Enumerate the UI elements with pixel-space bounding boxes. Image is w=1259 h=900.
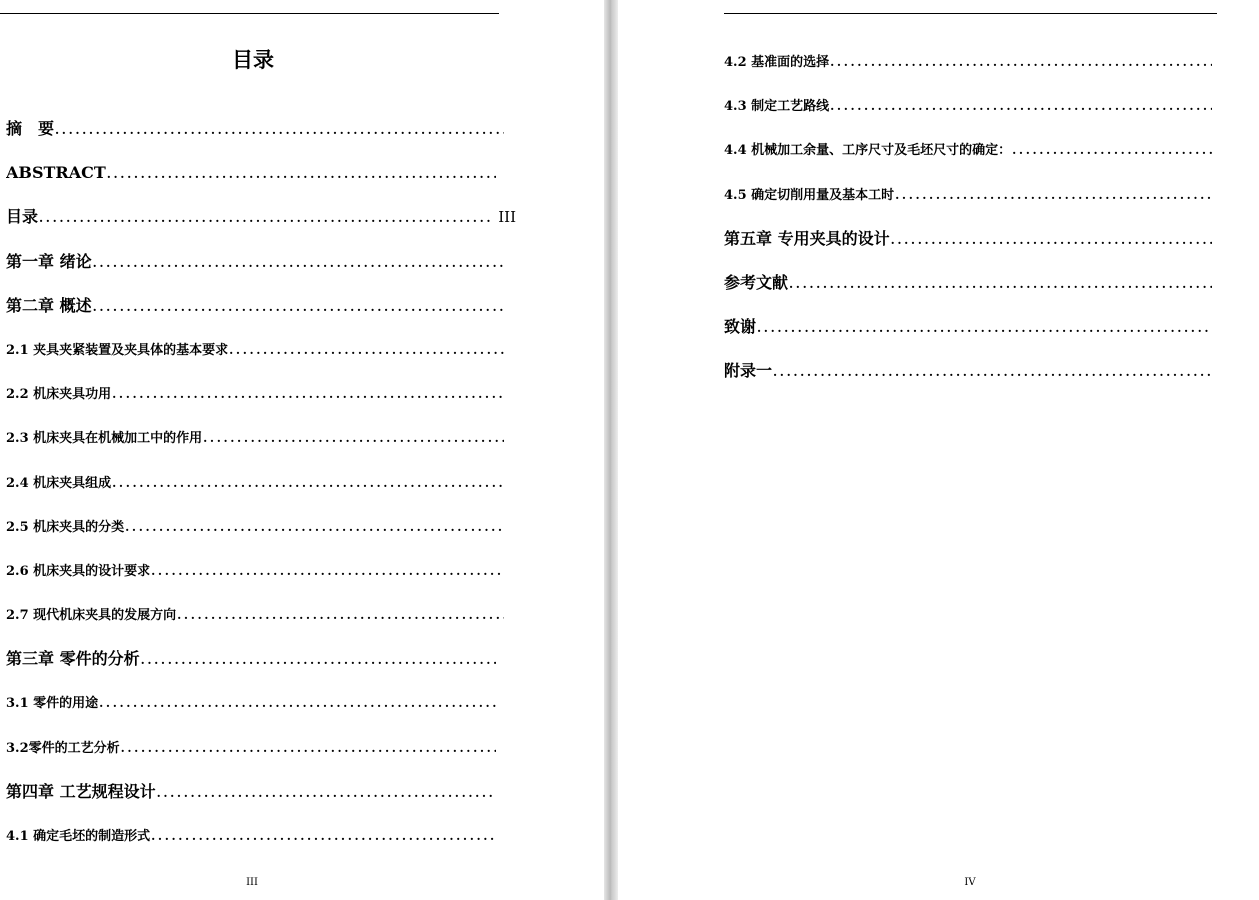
toc-entry-label: 4.1 确定毛坯的制造形式 bbox=[6, 829, 151, 844]
dot-leader bbox=[121, 726, 496, 770]
page-iv bbox=[618, 0, 1259, 900]
toc-entry-label: ABSTRACT bbox=[6, 163, 106, 183]
toc-entry-4-5[interactable] bbox=[724, 173, 1212, 217]
toc-entry-chapter-1[interactable] bbox=[6, 240, 504, 284]
dot-leader bbox=[107, 152, 496, 195]
toc-entry-label: 参考文献 bbox=[724, 272, 789, 292]
toc-entry-2-1[interactable] bbox=[6, 328, 504, 372]
toc-entry-2-6[interactable] bbox=[6, 549, 504, 593]
toc-entry-label: 4.5 确定切削用量及基本工时 bbox=[724, 187, 895, 203]
toc-entry-label: 2.1 夹具夹紧装置及夹具体的基本要求 bbox=[6, 342, 229, 358]
toc-entry-abstract-cn[interactable] bbox=[6, 107, 504, 151]
toc-entry-2-4[interactable] bbox=[6, 461, 504, 505]
toc-entry-acknowledgements[interactable] bbox=[724, 305, 1212, 349]
toc-entry-3-2[interactable] bbox=[6, 726, 496, 770]
toc-entry-label: 3.2零件的工艺分析 bbox=[6, 740, 120, 756]
dot-leader bbox=[141, 638, 496, 681]
dot-leader bbox=[895, 173, 1212, 217]
toc-entry-label: 3.1 零件的用途 bbox=[6, 696, 99, 712]
header-rule bbox=[724, 13, 1217, 14]
toc-entry-contents[interactable] bbox=[6, 195, 516, 239]
dot-leader bbox=[39, 196, 490, 239]
toc-entry-label: 2.2 机床夹具功用 bbox=[6, 387, 112, 403]
toc-entry-label: 第三章 零件的分析 bbox=[6, 649, 140, 669]
toc-entry-4-1[interactable] bbox=[6, 814, 496, 858]
toc-title: 目录 bbox=[232, 47, 274, 72]
page-footer-number: III bbox=[246, 877, 258, 888]
dot-leader bbox=[93, 241, 504, 284]
toc-entry-label: 第二章 概述 bbox=[6, 295, 92, 315]
page-footer-number: IV bbox=[964, 877, 976, 888]
toc-entry-2-7[interactable] bbox=[6, 593, 504, 637]
dot-leader bbox=[757, 306, 1212, 349]
dot-leader bbox=[830, 84, 1212, 128]
toc-entry-4-3[interactable] bbox=[724, 84, 1212, 128]
dot-leader bbox=[177, 593, 504, 637]
dot-leader bbox=[93, 285, 504, 328]
toc-entry-appendix-1[interactable] bbox=[724, 349, 1212, 393]
toc-entry-4-4[interactable] bbox=[724, 128, 1212, 172]
toc-entry-label: 摘 要 bbox=[6, 119, 55, 138]
dot-leader bbox=[773, 350, 1212, 393]
toc-entry-abstract-en[interactable] bbox=[6, 151, 496, 195]
dot-leader bbox=[151, 549, 504, 593]
dot-leader bbox=[1012, 128, 1212, 172]
toc-entry-label: 第一章 绪论 bbox=[6, 251, 92, 271]
dot-leader bbox=[891, 218, 1212, 261]
dot-leader bbox=[830, 40, 1212, 84]
toc-entry-label: 4.2 基准面的选择 bbox=[724, 55, 830, 70]
toc-entry-label: 目录 bbox=[6, 207, 39, 227]
toc-list-left bbox=[6, 107, 526, 858]
toc-entry-chapter-2[interactable] bbox=[6, 284, 504, 328]
toc-entry-2-2[interactable] bbox=[6, 372, 504, 416]
toc-entry-label: 附录一 bbox=[724, 361, 773, 381]
toc-entry-2-3[interactable] bbox=[6, 416, 504, 460]
toc-entry-label: 2.7 现代机床夹具的发展方向 bbox=[6, 608, 177, 624]
toc-entry-references[interactable] bbox=[724, 261, 1212, 305]
toc-entry-label: 致谢 bbox=[724, 317, 757, 337]
dot-leader bbox=[151, 814, 496, 858]
dot-leader bbox=[112, 461, 504, 505]
toc-entry-label: 4.4 机械加工余量、工序尺寸及毛坯尺寸的确定： bbox=[724, 143, 1012, 159]
dot-leader bbox=[55, 108, 504, 151]
dot-leader bbox=[99, 681, 496, 725]
header-rule bbox=[0, 13, 499, 14]
toc-entry-page: III bbox=[498, 208, 516, 227]
page-iii bbox=[0, 0, 604, 900]
dot-leader bbox=[125, 505, 504, 549]
toc-entry-label: 4.3 制定工艺路线 bbox=[724, 99, 830, 115]
toc-entry-chapter-5[interactable] bbox=[724, 217, 1212, 261]
toc-entry-label: 第四章 工艺规程设计 bbox=[6, 781, 156, 801]
toc-list-right bbox=[724, 40, 1224, 394]
dot-leader bbox=[157, 771, 496, 814]
toc-entry-label: 2.4 机床夹具组成 bbox=[6, 475, 112, 491]
toc-entry-label: 2.5 机床夹具的分类 bbox=[6, 519, 125, 535]
toc-entry-2-5[interactable] bbox=[6, 505, 504, 549]
toc-entry-4-2[interactable] bbox=[724, 40, 1212, 84]
toc-entry-label: 2.6 机床夹具的设计要求 bbox=[6, 563, 151, 579]
dot-leader bbox=[112, 372, 504, 416]
toc-entry-label: 第五章 专用夹具的设计 bbox=[724, 228, 890, 248]
toc-entry-chapter-3[interactable] bbox=[6, 637, 496, 681]
dot-leader bbox=[203, 416, 504, 460]
toc-entry-3-1[interactable] bbox=[6, 681, 496, 725]
dot-leader bbox=[229, 328, 504, 372]
dot-leader bbox=[789, 262, 1212, 305]
page-gutter bbox=[604, 0, 618, 900]
toc-entry-label: 2.3 机床夹具在机械加工中的作用 bbox=[6, 431, 203, 447]
toc-entry-chapter-4[interactable] bbox=[6, 770, 496, 814]
